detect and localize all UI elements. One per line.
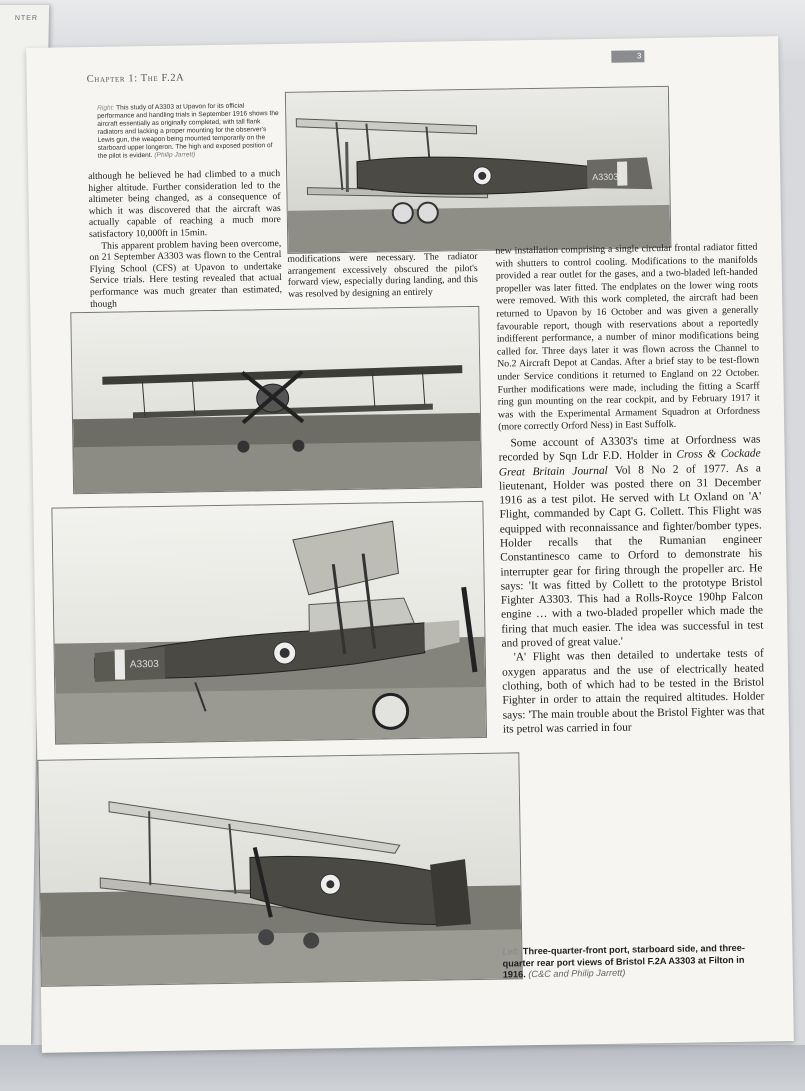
photo-rear-view-image (38, 753, 521, 986)
col1-paragraph-2: This apparent problem having been overcome, on 21 September A3303 was flown to the Central Flying School (CFS) at Upavon to undertake Service trials. Here testing revealed that actual performance was much greater than estimated, though (89, 237, 283, 310)
photo-starboard-view-image (52, 502, 486, 744)
text-column-3 (495, 242, 765, 737)
text-column-1 (88, 168, 282, 310)
table-surface (0, 1045, 805, 1091)
photo-front-view (70, 306, 482, 494)
caption-bottom-credit: (C&C and Philip Jarrett) (528, 967, 626, 980)
caption-top-text: This study of A3303 at Upavon for its official performance and handling trials in September 1916 shows the aircraft essentially as originally completed, with tall flank radiators and lacking a proper mounting for the observer's Lewis gun, the weapon being mounted temporarily on the starboard upper longeron. The high and exposed position of the pilot is evident. (97, 102, 279, 160)
photo-side-serial: A3303 (592, 171, 619, 183)
chapter-header: Chapter 1: The F.2A (86, 72, 185, 86)
caption-top-credit: (Philip Jarrett) (154, 151, 196, 159)
previous-page-fragment: NTER (14, 15, 38, 22)
page-number: 3 (611, 50, 644, 63)
journal-title: Cross & Cockade Great Britain Journal (498, 447, 761, 479)
photo-starboard-serial: A3303 (129, 658, 159, 671)
caption-top (97, 102, 283, 161)
col3-paragraph-3: 'A' Flight was then detailed to undertake tests of oxygen apparatus and the use of electrically heated clothing, both of which had to be tested in the Bristol Fighter in order to attain the required altitudes. Holder says: 'The main trouble about the Bristol Fighter was that its petrol was carried in four (501, 647, 765, 736)
caption-bottom-text: Three-quarter-front port, starboard side, and three-quarter rear port views of Bristol F.2A A3303 at Filton in 1916. (502, 942, 745, 980)
col3-paragraph-2 (498, 432, 763, 651)
book-page (26, 36, 794, 1053)
caption-bottom-label: Left: (502, 946, 521, 957)
col1-paragraph-1: although he believed he had climbed to a much higher altitude. Further consideration led to the altimeter being changed, as a consequence of which it was discovered that the aircraft was actually capable of reaching a much more satisfactory 10,000ft in 15min. (88, 167, 281, 240)
photo-front-view-image (71, 307, 481, 493)
caption-bottom (502, 943, 763, 982)
photo-rear-view (37, 752, 523, 987)
photo-side-view (285, 86, 671, 254)
photo-side-view-image (286, 87, 670, 253)
photo-starboard-view (51, 501, 487, 745)
col3-paragraph-2-rest: Vol 8 No 2 of 1977. As a lieutenant, Holder was posted there on 31 December 1916 as a test pilot. He served with Lt Oxland on 'A' Flight, commanded by Capt G. Collett. This Flight was equipped with reconnaissance and fighter/bomber types. Holder recalls that the Rumanian engineer Constantinesco came to Orford to demonstrate his interrupter gear for firing through the propeller arc. He says: 'It was fitted by Collett to the prototype Bristol Fighter A3303. This had a Rolls-Royce 190hp Falcon engine … with a two-bladed propeller which made the firing that much easier. The idea was successful in test and proved of great value.' (499, 461, 764, 650)
col3-paragraph-2-start: Some account of A3303's time at Orfordness was recorded by Sqn Ldr F.D. Holder in (498, 433, 761, 464)
col2-paragraph-1: modifications were necessary. The radiator arrangement excessively obscured the pilot's forward view, especially during landing, and this was resolved by designing an entirely (287, 250, 478, 300)
col3-paragraph-1: new installation comprising a single circular frontal radiator fitted with shutters to control cooling. Modifications to the manifolds provided a rear outlet for the gases, and a two-bladed left-handed propeller was later fitted. The endplates on the lower wing roots were removed. With this work completed, the aircraft had been returned to Upavon by 16 October and was given a generally favourable report, though with reservations about a reportedly indifferent performance, a number of minor modifications being called for. Three days later it was flown across the Channel to No.2 Aircraft Depot at Candas. After a brief stay to be test-flown under Service conditions it returned to England on 22 October. Further modifications were made, including the fitting a Scarff ring gun mounting on the rear cockpit, and by February 1917 it was with the Experimental Armament Squadron at Orfordness (more correctly Orford Ness) in East Suffolk. (495, 241, 761, 433)
text-column-2 (287, 251, 478, 300)
caption-top-label: Right: (97, 104, 115, 112)
